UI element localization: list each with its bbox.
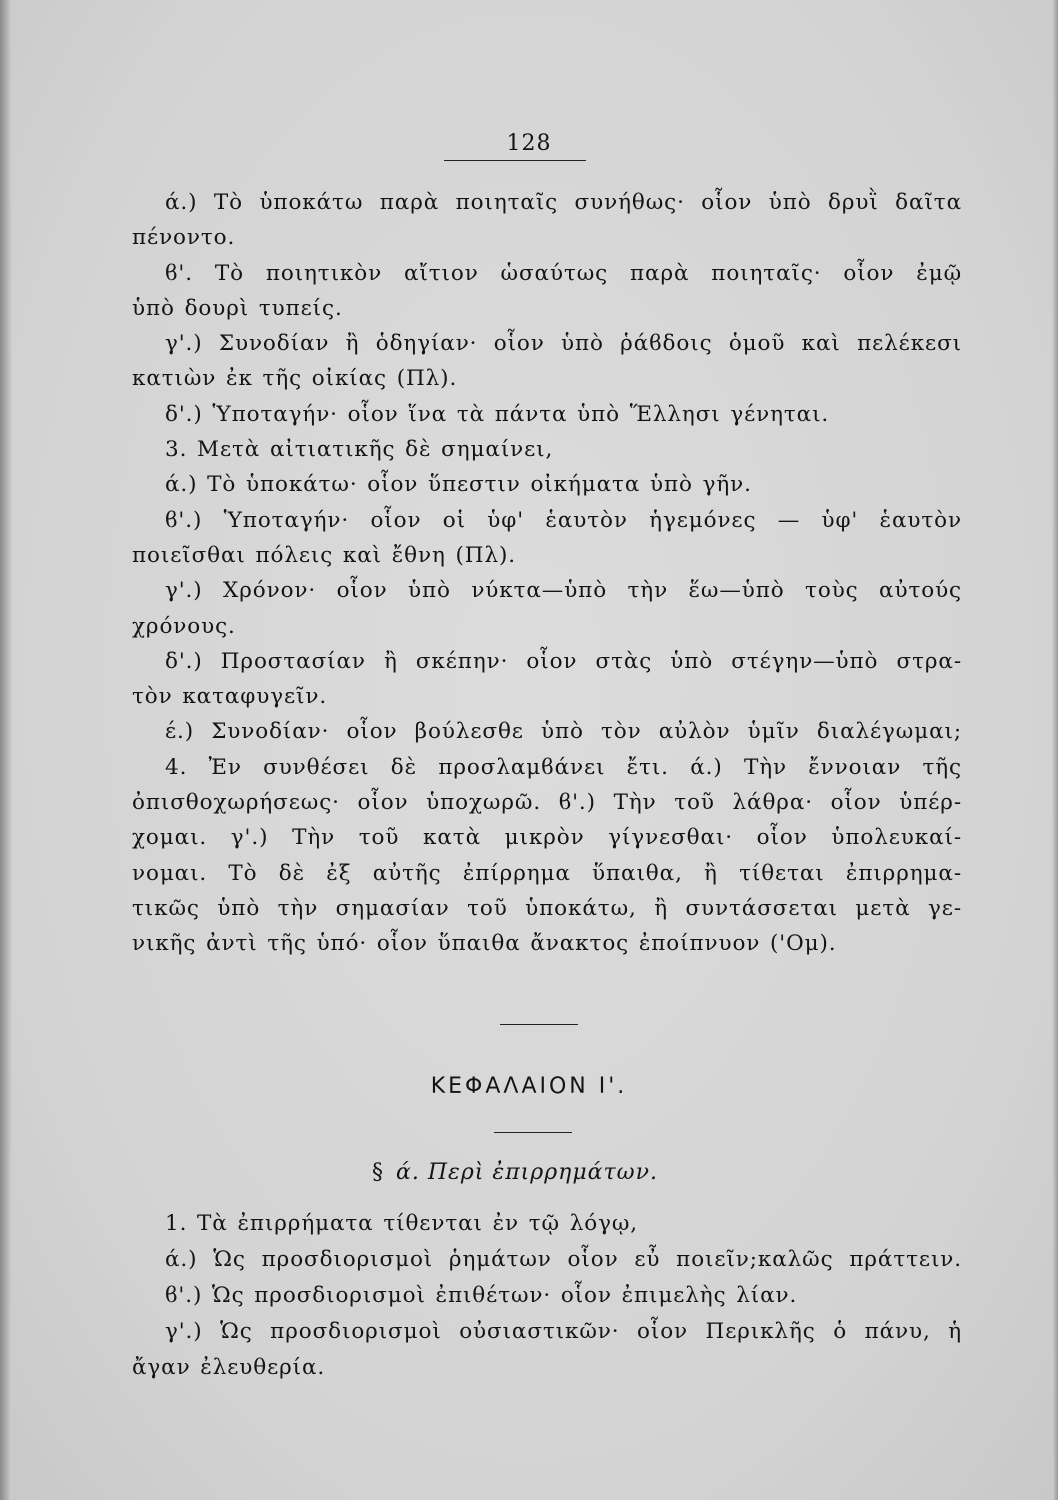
- main-text: [132, 185, 962, 962]
- text-line: έ.) Συνοδίαν· οἷον βούλεσθε ὑπὸ τὸν αὐλὸν ὑμῖν διαλέγωμαι;: [165, 719, 962, 745]
- header-rule: [444, 160, 586, 161]
- text-line: πένοντο.: [132, 225, 236, 251]
- text-line: γ'.) Συνοδίαν ἢ ὁδηγίαν· οἷον ὑπὸ ῥάϐδοις ὁμοῦ καὶ πελέκεσι: [165, 331, 962, 357]
- text-line: δ'.) Ὑποταγήν· οἷον ἵνα τὰ πάντα ὑπὸ Ἕλλησι γένηται.: [165, 401, 830, 427]
- section-mark: §: [372, 1160, 384, 1185]
- text-line: ὑπὸ δουρὶ τυπείς.: [132, 295, 343, 321]
- section-title: ά. Περὶ ἐπιρρημάτων.: [396, 1160, 658, 1185]
- page-number: 128: [506, 131, 552, 156]
- text-line: χομαι. γ'.) Τὴν τοῦ κατὰ μικρὸν γίγνεσθαι· οἷον ὑπολευκαί-: [132, 825, 962, 851]
- section-divider: [500, 1024, 578, 1025]
- section-text: [132, 1206, 962, 1386]
- text-line: ἄγαν ἐλευθερία.: [132, 1355, 326, 1380]
- text-line: δ'.) Προστασίαν ἢ σκέπην· οἷον στὰς ὑπὸ στέγην—ὑπὸ στρα-: [165, 648, 962, 674]
- text-line: γ'.) Χρόνον· οἷον ὑπὸ νύκτα—ὑπὸ τὴν ἕω—ὑπὸ τοὺς αὐτούς: [165, 578, 962, 604]
- text-line: νικῆς ἀντὶ τῆς ὑπό· οἷον ὕπαιθα ἄνακτος ἐποίπνυον ('Ομ).: [132, 931, 837, 957]
- text-line: ά.) Τὸ ὑποκάτω παρὰ ποιηταῖς συνήθως· οἷον ὑπὸ δρυῒ δαῖτα: [165, 190, 962, 215]
- text-line: ποιεῖσθαι πόλεις καὶ ἔθνη (Πλ).: [132, 542, 516, 568]
- text-line: γ'.) Ὡς προσδιορισμοὶ οὐσιαστικῶν· οἷον Περικλῆς ὁ πάνυ, ἡ: [165, 1319, 962, 1344]
- page-edge-shadow-right: [1052, 0, 1058, 1500]
- text-line: ϐ'.) Ὡς προσδιορισμοὶ ἐπιθέτων· οἷον ἐπιμελὴς λίαν.: [165, 1283, 798, 1308]
- text-line: ϐ'. Τὸ ποιητικὸν αἴτιον ὡσαύτως παρὰ ποιηταῖς· οἷον ἐμῷ: [165, 260, 962, 286]
- text-line: χρόνους.: [132, 613, 236, 639]
- text-line: τὸν καταφυγεῖν.: [132, 684, 328, 710]
- text-line: ά.) Ὡς προσδιορισμοὶ ῥημάτων οἷον εὖ ποιεῖν;καλῶς πράττειν.: [165, 1247, 962, 1272]
- text-line: 3. Μετὰ αἰτιατικῆς δὲ σημαίνει,: [165, 437, 554, 463]
- text-line: 1. Τὰ ἐπιρρήματα τίθενται ἐν τῷ λόγῳ,: [165, 1211, 638, 1236]
- chapter-title: ΚΕΦΑΛΑΙΟΝ Ι'.: [430, 1074, 628, 1099]
- text-line: ά.) Τὸ ὑποκάτω· οἷον ὕπεστιν οἰκήματα ὑπὸ γῆν.: [165, 472, 752, 498]
- text-line: ϐ'.) Ὑποταγήν· οἷον οἱ ὑφ' ἑαυτὸν ἡγεμόνες — ὑφ' ἑαυτὸν: [165, 507, 962, 533]
- page-edge-shadow: [0, 0, 12, 1500]
- text-line: τικῶς ὑπὸ τὴν σημασίαν τοῦ ὑποκάτω, ἢ συντάσσεται μετὰ γε-: [132, 895, 962, 921]
- section-heading: [372, 1160, 658, 1185]
- text-line: κατιὼν ἐκ τῆς οἰκίας (Πλ).: [132, 366, 458, 392]
- text-line: 4. Ἐν συνθέσει δὲ προσλαμϐάνει ἔτι. ά.) Τὴν ἔννοιαν τῆς: [165, 754, 962, 780]
- text-line: ὀπισθοχωρήσεως· οἷον ὑποχωρῶ. ϐ'.) Τὴν τοῦ λάθρα· οἷον ὑπέρ-: [132, 790, 962, 816]
- chapter-rule: [494, 1132, 572, 1133]
- text-line: νομαι. Τὸ δὲ ἐξ αὐτῆς ἐπίρρημα ὕπαιθα, ἢ τίθεται ἐπιρρημα-: [132, 860, 962, 886]
